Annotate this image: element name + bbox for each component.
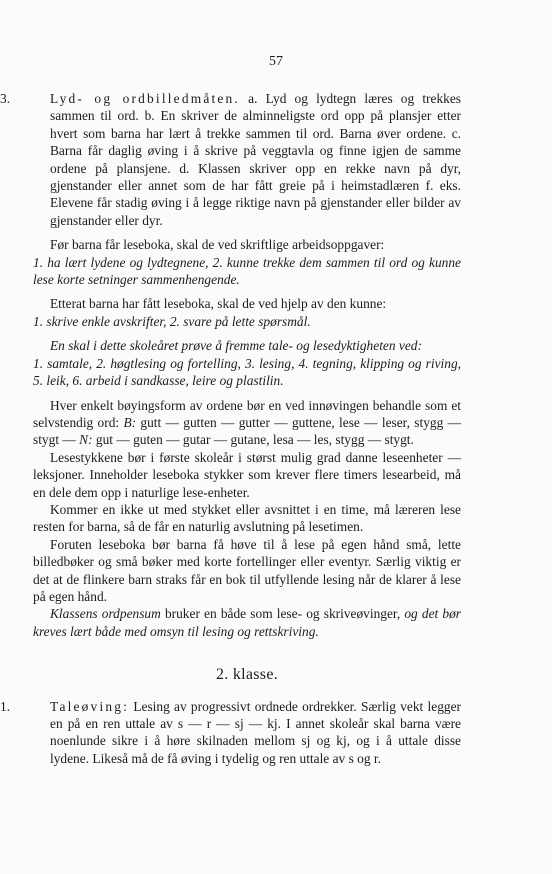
class-2-heading: 2. klasse. bbox=[215, 666, 279, 684]
after-reader-intro: Etterat barna har fått leseboka, skal de ved hjelp av den kunne: bbox=[50, 296, 387, 312]
vocabulary-paragraph: Klassens ordpensum bruker en både som lese- og skriveøvinger, og det bør kreves lært både med omsyn til lesing og rettskriving. bbox=[33, 606, 462, 639]
after-reader-items: 1. skrive enkle avskrifter, 2. svare på lette spørsmål. bbox=[33, 313, 311, 329]
section-3-paragraph bbox=[0, 90, 461, 229]
class-2-item-number: 1. bbox=[0, 698, 11, 714]
extra-books-paragraph: Foruten leseboka bør barna få høve til å lese på egen hånd små, lette billedbøker og små bøker med korte fortellinger eller eventyr. Særlig viktig er det at de flinkere barn straks får en bok til utfyllende lesing når de klarer å lese på egen hånd. bbox=[33, 536, 461, 604]
before-reader-items: 1. ha lært lydene og lydtegnene, 2. kunne trekke dem sammen til ord og kunne lese korte setninger sammenhengende. bbox=[33, 254, 461, 288]
before-reader-intro: Før barna får leseboka, skal de ved skriftlige arbeidsoppgaver: bbox=[50, 237, 385, 253]
practice-title: En skal i dette skoleåret prøve å fremme tale- og lesedyktigheten ved: bbox=[50, 338, 422, 354]
page-number: 57 bbox=[269, 54, 283, 69]
section-3-text: a. Lyd og lydtegn læres og trekkes sammen til ord. b. En skriver de alminneligste ord opp på plansjer etter hvert som barna har lært å trekke sammen til ord. Barna øver ordene. c. Barna får daglig øving i å skrive på veggtavla og finne igjen de samme ordene på plansjene. d. Klassen skriver opp en rekke navn på dyr, gjenstander eller annet som de har fått greie på i heimstadlæren f. eks. Elevene får stadig øving i å legge riktige navn på gjenstander eller bilder av gjenstander eller dyr. bbox=[50, 91, 461, 228]
class-2-item-label: Taleøving: bbox=[50, 698, 130, 714]
section-3-number: 3. bbox=[0, 91, 11, 106]
inflection-paragraph: Hver enkelt bøyingsform av ordene bør en ved innøvingen behandle som et selvstendig ord: B: gutt — gutten — gutter — guttene, lese — leser, stygg — stygt — N: gut — guten — gutar — gutane, lesa — les, stygg — stygt. bbox=[33, 397, 461, 448]
section-3-heading: Lyd- og ordbilledmåten. bbox=[50, 91, 240, 106]
class-2-item-1 bbox=[0, 698, 461, 768]
practice-items: 1. samtale, 2. høgtlesing og fortelling, 3. lesing, 4. tegning, klipping og riving, 5. leik, 6. arbeid i sandkasse, leire og plastilin. bbox=[33, 355, 461, 389]
class-2-item-text: Lesing av progressivt ordnede ordrekker. Særlig vekt legger en på en ren uttale av s — r — sj — kj. I annet skoleår skal barna være noenlunde sikre i å høre skilnaden mellom sj og kj, og i å uttale disse lydene. Likeså må de få øving i tydelig og ren uttale av s og r. bbox=[50, 698, 461, 766]
page-body bbox=[0, 90, 462, 767]
finish-text-paragraph: Kommer en ikke ut med stykket eller avsnittet i en time, må læreren lese resten for barna, så de får en naturlig avslutning på lesetimen. bbox=[33, 501, 461, 535]
reading-pieces-paragraph: Lesestykkene bør i første skoleår i størst mulig grad danne leseenheter — leksjoner. Inneholder leseboka stykker som krever flere timers lesearbeid, må en dele dem opp i naturlige lese-enheter. bbox=[33, 449, 461, 500]
